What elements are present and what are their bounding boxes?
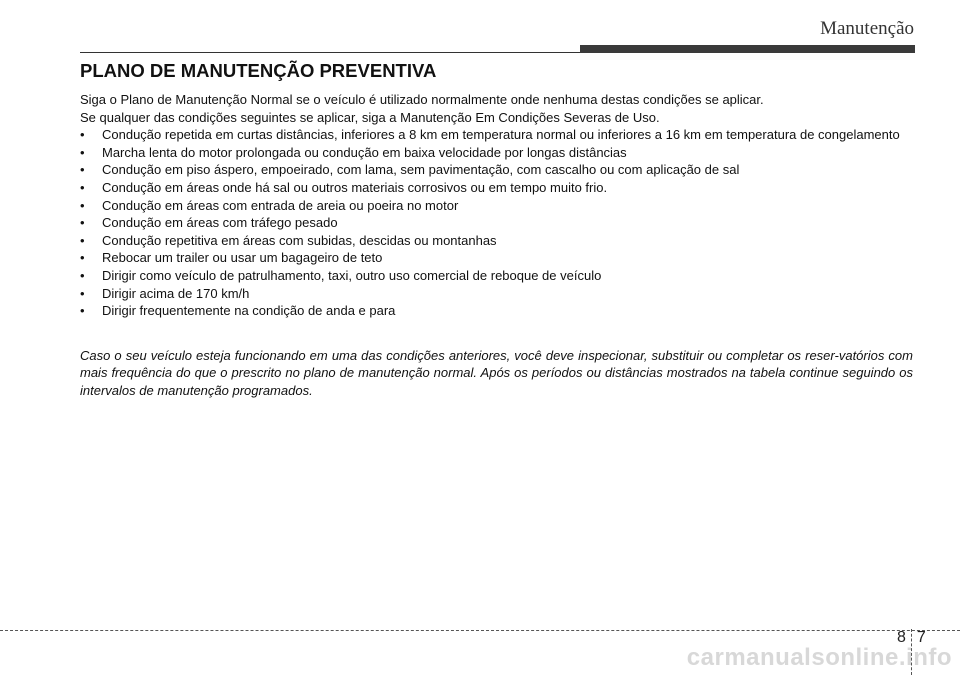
list-item: • Condução em áreas com entrada de areia ou poeira no motor (80, 197, 913, 215)
list-item: • Condução em áreas onde há sal ou outros materiais corrosivos ou em tempo muito frio. (80, 179, 913, 197)
list-item: • Condução repetida em curtas distâncias, inferiores a 8 km em temperatura normal ou inferiores a 16 km em temperatura de congelamento (80, 126, 913, 144)
section-heading: PLANO DE MANUTENÇÃO PREVENTIVA (80, 60, 437, 81)
intro-line: Siga o Plano de Manutenção Normal se o veículo é utilizado normalmente onde nenhuma destas condições se aplicar. (80, 92, 764, 107)
condition-list (80, 126, 913, 320)
chapter-number: 8 (897, 629, 906, 646)
italic-note: Caso o seu veículo esteja funcionando em uma das condições anteriores, você deve inspecionar, substituir ou completar os reser-vatórios com mais frequência do que o prescrito no plano de manutenção normal. Após os períodos ou distâncias mostrados na tabela continue seguindo os intervalos de manutenção programados. (80, 347, 913, 398)
list-item: • Marcha lenta do motor prolongada ou condução em baixa velocidade por longas distâncias (80, 144, 913, 162)
footer-dashed-rule (0, 630, 960, 631)
list-item: • Condução repetitiva em áreas com subidas, descidas ou montanhas (80, 232, 913, 250)
watermark: carmanualsonline.info (686, 644, 952, 671)
list-item: • Condução em piso áspero, empoeirado, com lama, sem pavimentação, com cascalho ou com aplicação de sal (80, 161, 913, 179)
list-item: • Dirigir frequentemente na condição de anda e para (80, 302, 913, 320)
running-header-title: Manutenção (820, 18, 914, 39)
page-index: 7 (916, 629, 926, 646)
list-item: • Condução em áreas com tráfego pesado (80, 214, 913, 232)
list-item: • Dirigir acima de 170 km/h (80, 285, 913, 303)
header-rule-thick (580, 45, 915, 53)
list-item: • Rebocar um trailer ou usar um bagageiro de teto (80, 249, 913, 267)
intro-line: Se qualquer das condições seguintes se aplicar, siga a Manutenção Em Condições Severas de Uso. (80, 109, 660, 125)
section-content (80, 60, 913, 400)
header-rule-thin (80, 52, 580, 53)
list-item: • Dirigir como veículo de patrulhamento, taxi, outro uso comercial de reboque de veículo (80, 267, 913, 285)
